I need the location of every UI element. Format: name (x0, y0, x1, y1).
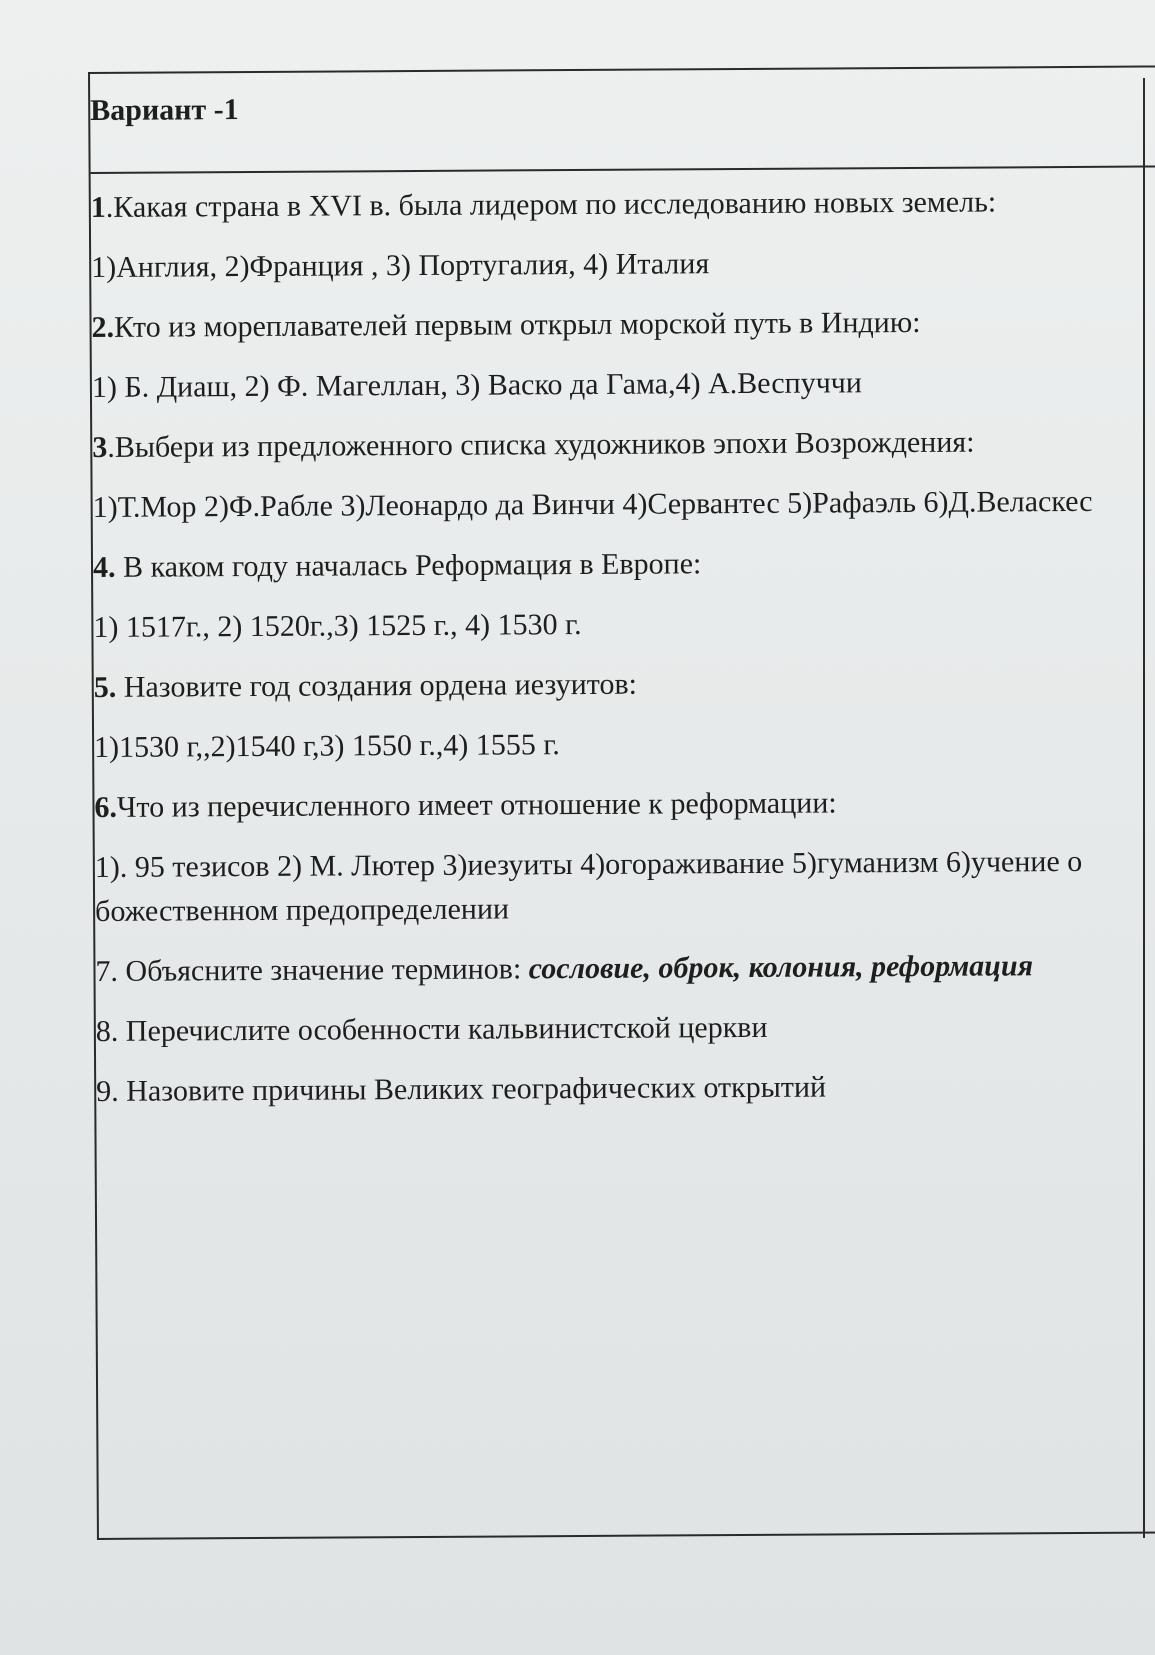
answer-options-5: 1)1530 г,,2)1540 г,3) 1550 г.,4) 1555 г. (94, 728, 560, 764)
question-number: 7. (95, 954, 119, 988)
question-terms: сословие, оброк, колония, реформация (528, 949, 1034, 986)
answer-options-1: 1)Англия, 2)Франция , 3) Португалия, 4) Италия (91, 247, 710, 284)
table-right-border (1143, 78, 1145, 1538)
question-text: Назовите год создания ордена иезуитов: (116, 667, 638, 704)
question-text: .Выбери из предложенного списка художников эпохи Возрождения: (107, 425, 975, 464)
question-text: Объясните значение терминов: (117, 952, 529, 988)
answer-options-2: 1) Б. Диаш, 2) Ф. Магеллан, 3) Васко да Гама,4) А.Веспуччи (91, 366, 862, 404)
question-1 (91, 180, 1141, 230)
question-number: 8. (95, 1014, 119, 1048)
question-text: Что из перечисленного имеет отношение к реформации: (116, 786, 837, 824)
question-number: 9. (96, 1074, 119, 1108)
question-number: 3 (92, 430, 108, 464)
question-text: Перечислите особенности кальвинистской церкви (118, 1010, 768, 1048)
question-text: Назовите причины Великих географических открытий (118, 1070, 827, 1108)
question-4 (93, 540, 1143, 590)
question-number: 1 (90, 190, 106, 224)
answer-options-6: 1). 95 тезисов 2) М. Лютер 3)иезуиты 4)огораживание 5)гуманизм 6)учение о божественном предопределении (94, 844, 1083, 928)
question-6 (94, 780, 1144, 830)
question-7 (95, 944, 1145, 994)
question-8 (96, 1004, 1146, 1054)
question-2 (91, 300, 1141, 350)
variant-title: Вариант -1 (90, 93, 239, 127)
answer-options-3: 1)Т.Мор 2)Ф.Рабле 3)Леонардо да Винчи 4)Сервантес 5)Рафаэль 6)Д.Веласкес (92, 484, 1093, 524)
question-9 (96, 1064, 1146, 1114)
worksheet (88, 65, 1155, 1539)
question-text: Кто из мореплавателей первым открыл морской путь в Индию: (113, 305, 921, 344)
questions (91, 180, 1147, 1114)
header-row (90, 67, 1155, 174)
question-number: 4. (92, 550, 116, 584)
answer-options-4: 1) 1517г., 2) 1520г.,3) 1525 г., 4) 1530 г. (93, 607, 582, 644)
question-number: 6. (94, 790, 118, 824)
question-number: 2. (91, 310, 115, 344)
question-text: В каком году началась Реформация в Европе: (115, 547, 702, 584)
question-text: .Какая страна в XVI в. была лидером по исследованию новых земель: (105, 185, 997, 224)
question-5 (94, 660, 1144, 710)
question-number: 5. (93, 670, 117, 704)
question-3 (92, 420, 1142, 470)
